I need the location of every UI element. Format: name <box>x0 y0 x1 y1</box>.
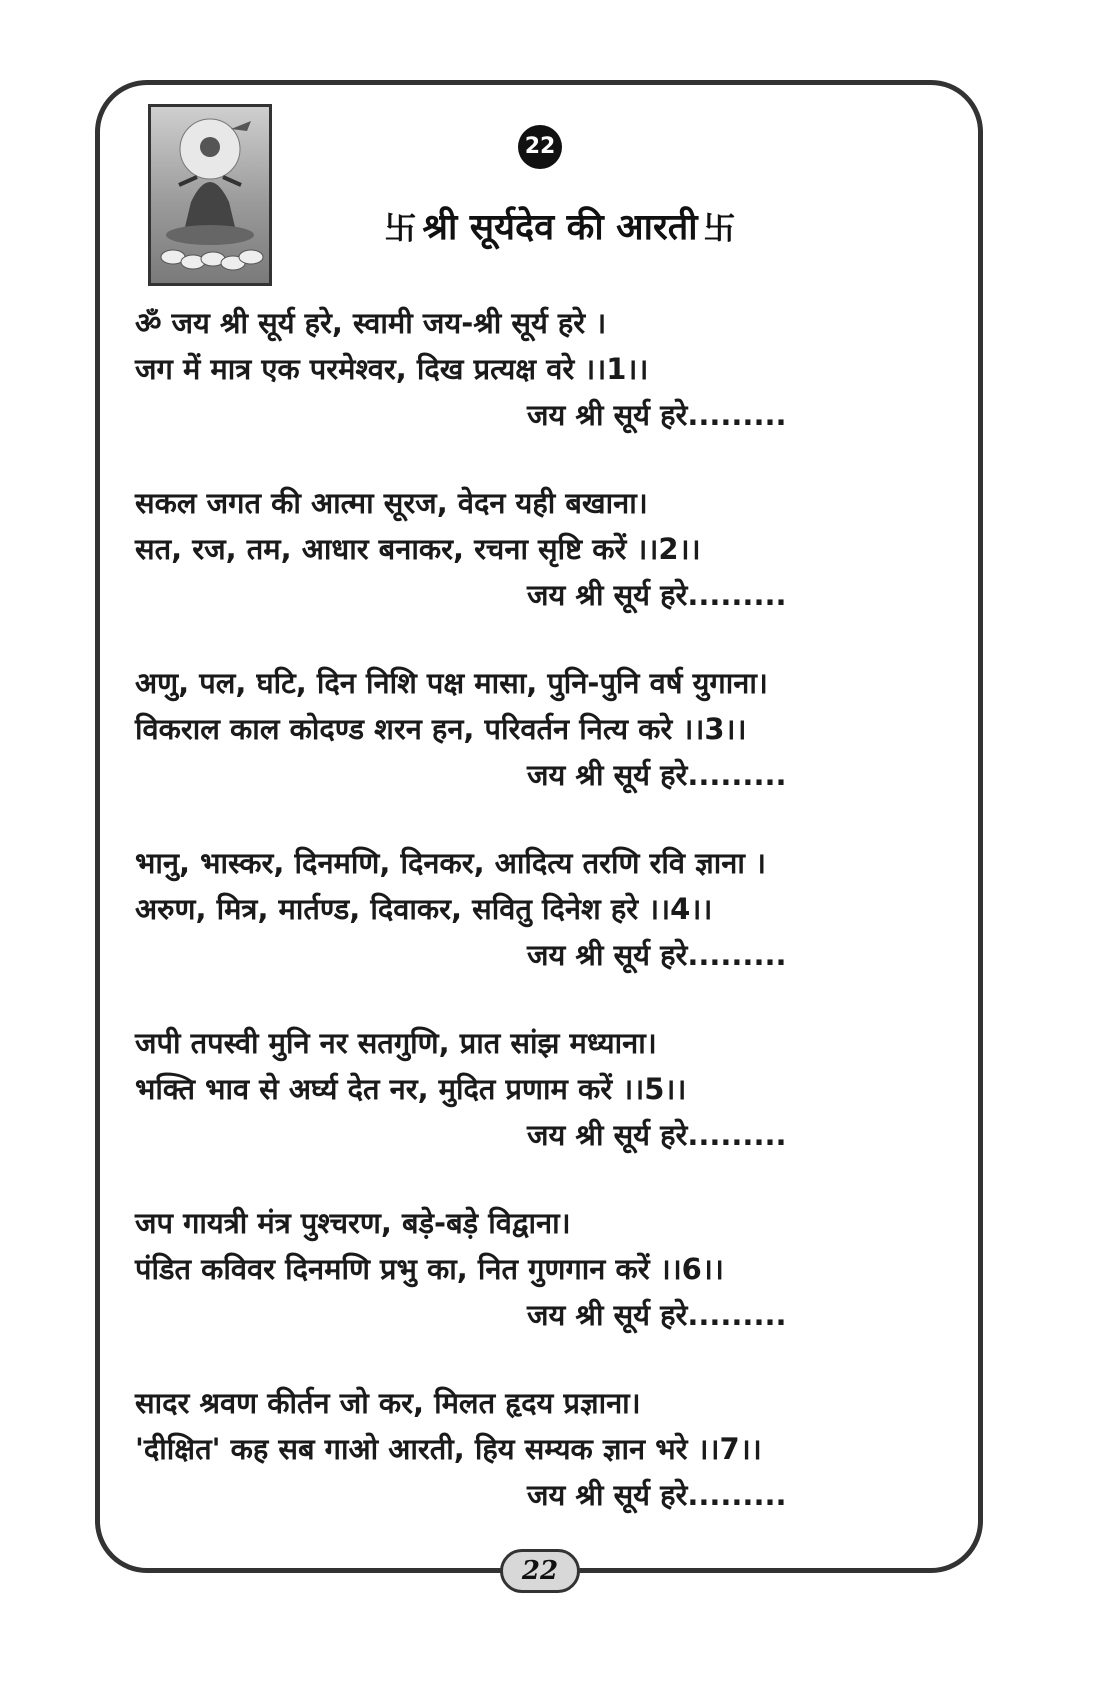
verse-refrain: जय श्री सूर्य हरे......... <box>527 398 787 432</box>
verse-refrain: जय श्री सूर्य हरे......... <box>527 578 787 612</box>
swastika-symbol-left: 卐 <box>384 209 417 247</box>
verse-line: जप गायत्री मंत्र पुश्चरण, बड़े-बड़े विद्वाना। <box>135 1206 571 1240</box>
verse-refrain: जय श्री सूर्य हरे......... <box>527 1298 787 1332</box>
verse-line: भक्ति भाव से अर्घ्य देत नर, मुदित प्रणाम करें ।।5।। <box>135 1072 687 1106</box>
page-title <box>300 200 820 256</box>
verse-line: भानु, भास्कर, दिनमणि, दिनकर, आदित्य तरणि रवि ज्ञाना । <box>135 846 766 880</box>
swastika-symbol-right: 卐 <box>703 209 736 247</box>
deity-illustration-icon <box>151 107 269 283</box>
verse-line: सादर श्रवण कीर्तन जो कर, मिलत हृदय प्रज्ञाना। <box>135 1386 641 1420</box>
verse-2 <box>135 480 955 618</box>
verse-line: अरुण, मित्र, मार्तण्ड, दिवाकर, सवितु दिनेश हरे ।।4।। <box>135 892 713 926</box>
verse-refrain: जय श्री सूर्य हरे......... <box>527 1118 787 1152</box>
verse-line: सकल जगत की आत्मा सूरज, वेदन यही बखाना। <box>135 486 648 520</box>
chapter-number-badge: 22 <box>518 125 562 169</box>
verse-line: अणु, पल, घटि, दिन निशि पक्ष मासा, पुनि-पुनि वर्ष युगाना। <box>135 666 768 700</box>
verse-line: जपी तपस्वी मुनि नर सतगुणि, प्रात सांझ मध्याना। <box>135 1026 657 1060</box>
verse-line: जग में मात्र एक परमेश्वर, दिख प्रत्यक्ष वरे ।।1।। <box>135 352 649 386</box>
verse-line: विकराल काल कोदण्ड शरन हन, परिवर्तन नित्य करे ।।3।। <box>135 712 747 746</box>
verse-line: पंडित कविवर दिनमणि प्रभु का, नित गुणगान करें ।।6।। <box>135 1252 724 1286</box>
aarti-verses <box>135 300 955 1560</box>
surya-deity-chariot-image <box>148 104 272 286</box>
title-text: श्री सूर्यदेव की आरती <box>422 207 698 248</box>
verse-line: ॐ जय श्री सूर्य हरे, स्वामी जय-श्री सूर्य हरे । <box>135 306 607 340</box>
verse-5 <box>135 1020 955 1158</box>
verse-1 <box>135 300 955 438</box>
verse-3 <box>135 660 955 798</box>
verse-7 <box>135 1380 955 1518</box>
verse-6 <box>135 1200 955 1338</box>
verse-4 <box>135 840 955 978</box>
page-number: 22 <box>500 1549 580 1593</box>
verse-line: सत, रज, तम, आधार बनाकर, रचना सृष्टि करें ।।2।। <box>135 532 701 566</box>
verse-refrain: जय श्री सूर्य हरे......... <box>527 1478 787 1512</box>
verse-refrain: जय श्री सूर्य हरे......... <box>527 938 787 972</box>
verse-line: 'दीक्षित' कह सब गाओ आरती, हिय सम्यक ज्ञान भरे ।।7।। <box>135 1432 762 1466</box>
verse-refrain: जय श्री सूर्य हरे......... <box>527 758 787 792</box>
